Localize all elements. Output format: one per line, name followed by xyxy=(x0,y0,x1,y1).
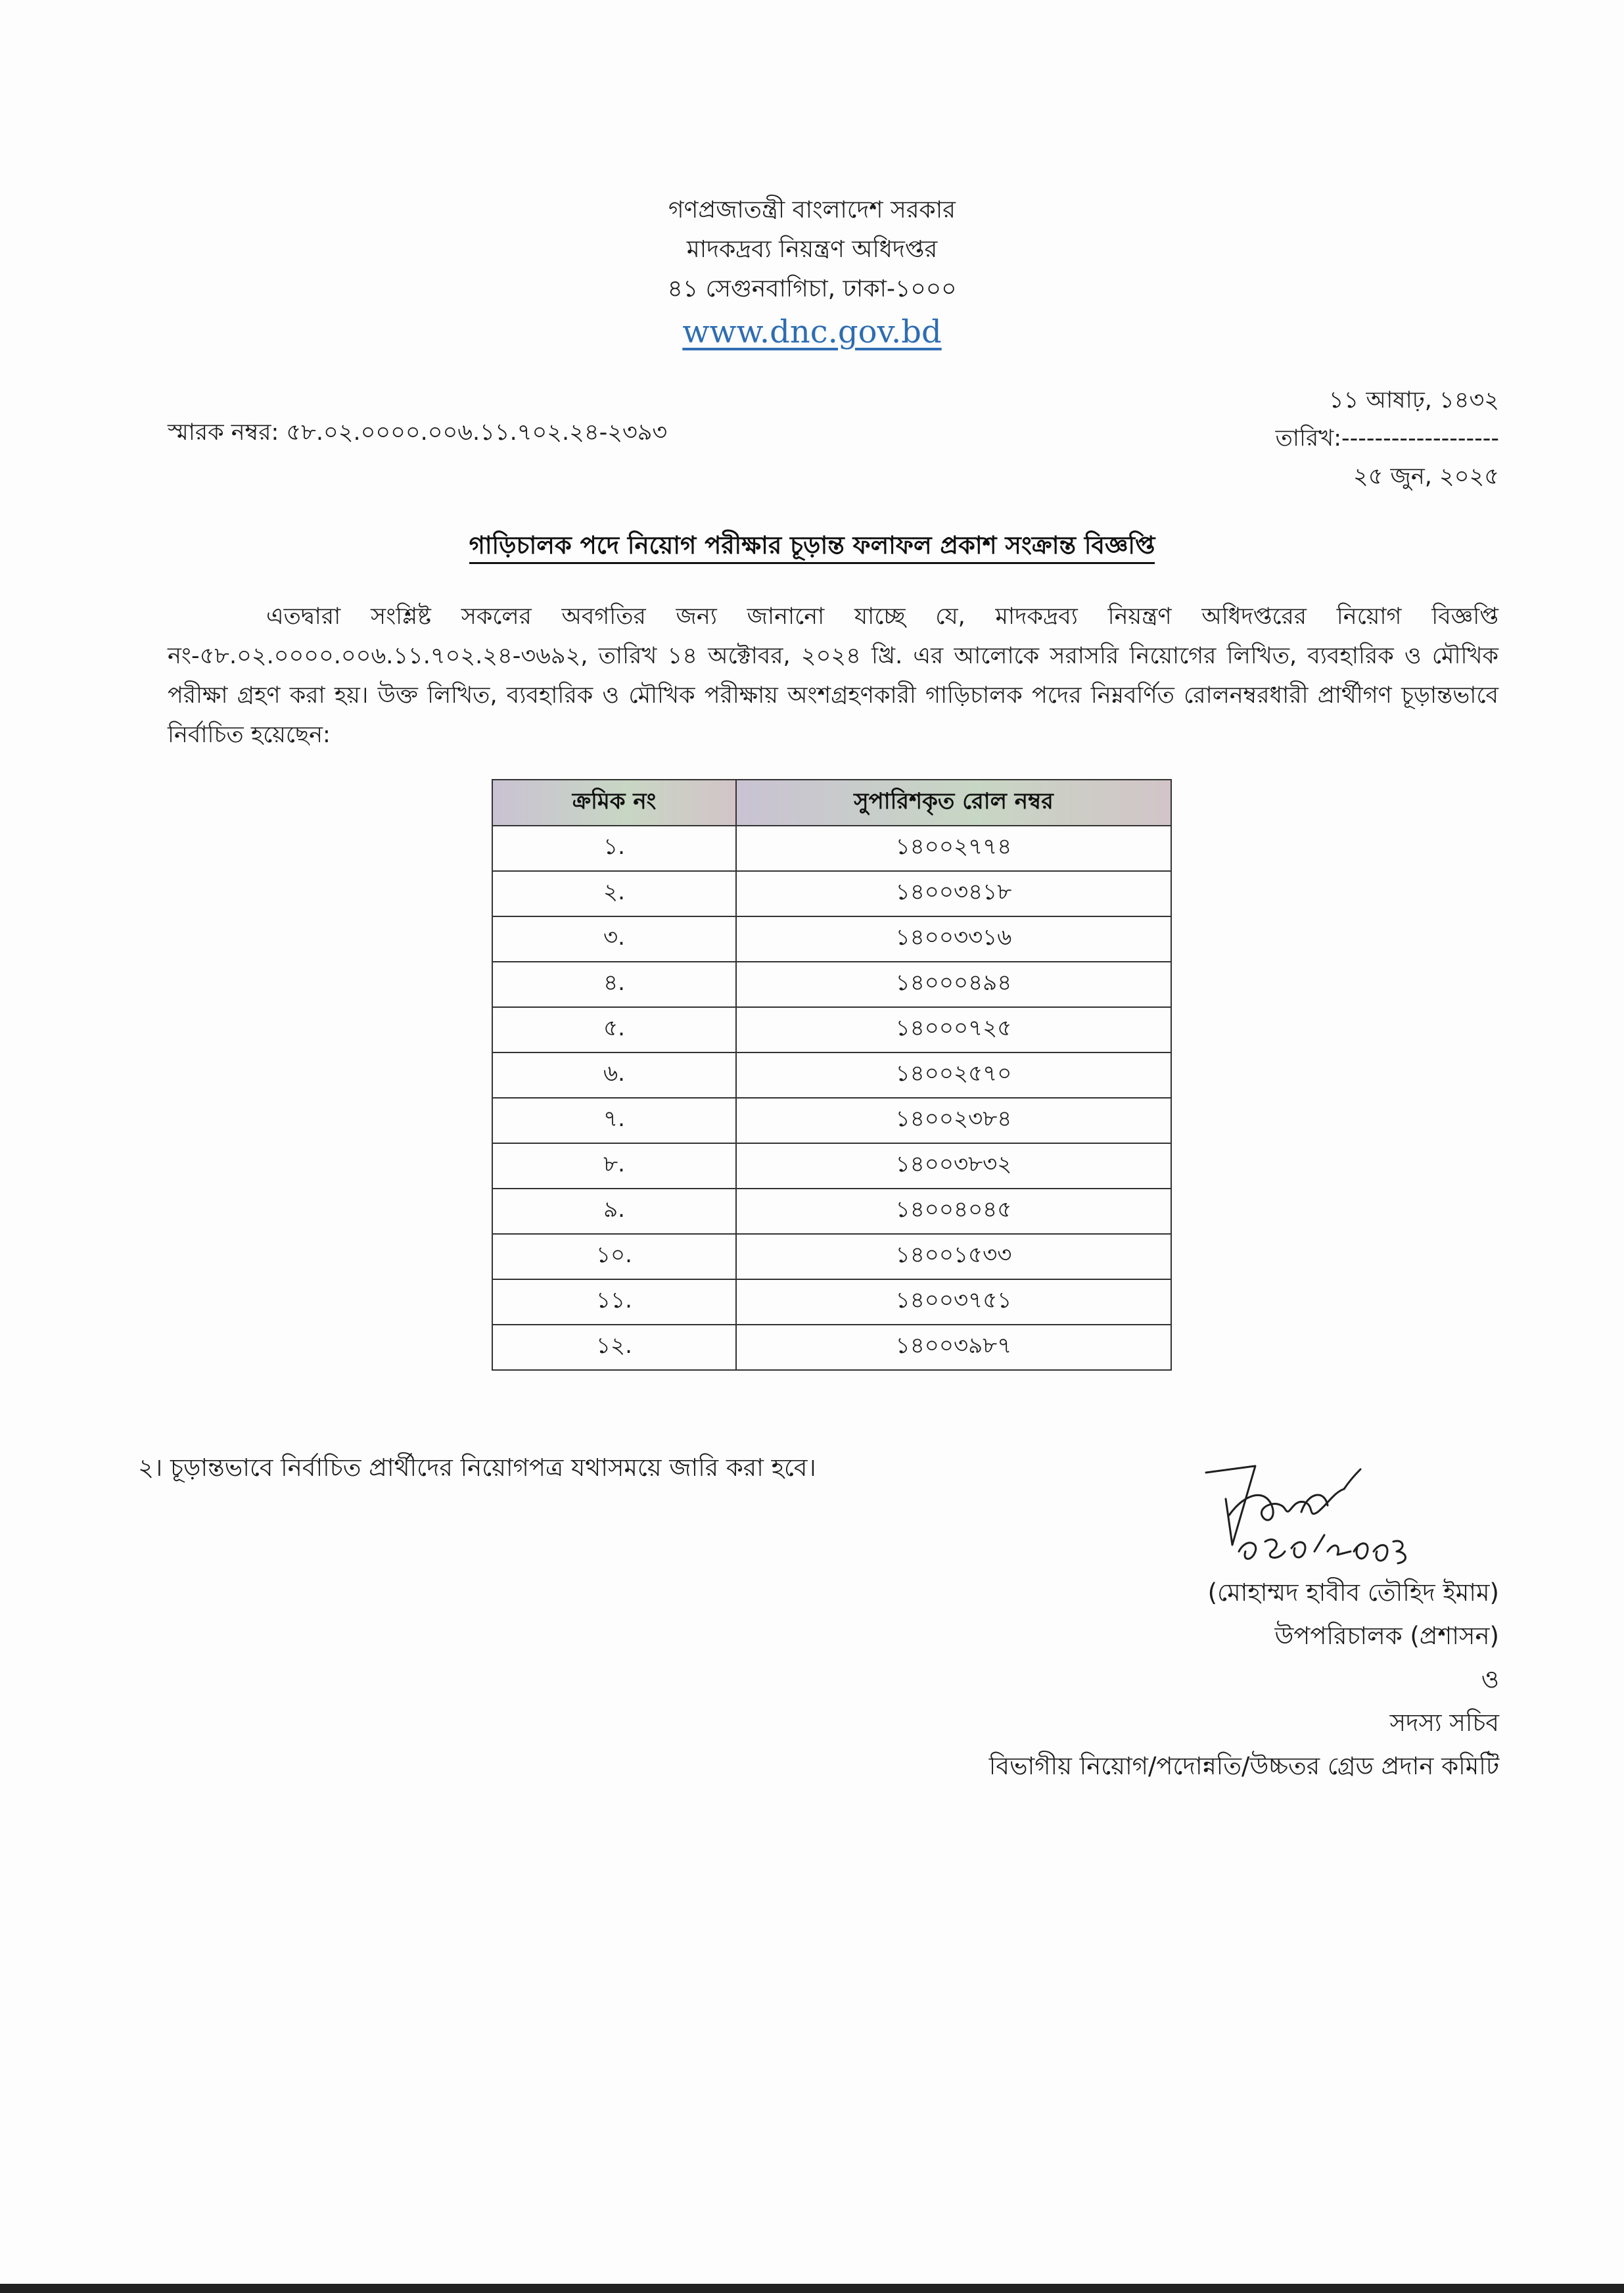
serial-cell: ১০. xyxy=(492,1234,736,1279)
roll-cell: ১৪০০০৪৯৪ xyxy=(736,962,1171,1007)
serial-cell: ৮. xyxy=(492,1143,736,1189)
table-row xyxy=(492,1052,1171,1098)
roll-cell: ১৪০০১৫৩৩ xyxy=(736,1234,1171,1279)
date-gregorian: ২৫ জুন, ২০২৫ xyxy=(1353,463,1499,490)
subject-text: গাড়িচালক পদে নিয়োগ পরীক্ষার চূড়ান্ত ফলাফল প্রকাশ সংক্রান্ত বিজ্ঞপ্তি xyxy=(469,531,1155,564)
signatory-designation: উপপরিচালক (প্রশাসন) xyxy=(1274,1622,1499,1650)
serial-cell: ৪. xyxy=(492,962,736,1007)
roll-cell: ১৪০০২৭৭৪ xyxy=(736,826,1171,871)
roll-cell: ১৪০০২৫৭০ xyxy=(736,1052,1171,1098)
roll-cell: ১৪০০৪০৪৫ xyxy=(736,1189,1171,1234)
signatory-conjunction: ও xyxy=(1481,1665,1499,1693)
memo-number: স্মারক নম্বর: ৫৮.০২.০০০০.০০৬.১১.৭০২.২৪-২৩৯৩ xyxy=(168,419,668,446)
office-address: ৪১ সেগুনবাগিচা, ঢাকা-১০০০ xyxy=(667,275,957,302)
appointment-note: ২। চূড়ান্তভাবে নির্বাচিত প্রার্থীদের নিয়োগপত্র যথাসময়ে জারি করা হবে। xyxy=(138,1454,816,1482)
table-row xyxy=(492,1189,1171,1234)
roll-cell: ১৪০০০৭২৫ xyxy=(736,1007,1171,1052)
table-row xyxy=(492,1325,1171,1370)
header-serial: ক্রমিক নং xyxy=(492,780,736,826)
roll-cell: ১৪০০৩৭৫১ xyxy=(736,1279,1171,1325)
table-row xyxy=(492,871,1171,916)
date-bengali: ১১ আষাঢ়, ১৪৩২ xyxy=(1328,387,1499,414)
notice-subject xyxy=(0,526,1624,567)
roll-cell: ১৪০০২৩৮৪ xyxy=(736,1098,1171,1143)
date-block xyxy=(1276,381,1499,496)
signatory-role: সদস্য সচিব xyxy=(1389,1709,1499,1737)
department-name: মাদকদ্রব্য নিয়ন্ত্রণ অধিদপ্তর xyxy=(686,236,938,263)
roll-cell: ১৪০০৩৪১৮ xyxy=(736,871,1171,916)
serial-cell: ৭. xyxy=(492,1098,736,1143)
serial-cell: ৩. xyxy=(492,916,736,962)
signatory-block xyxy=(989,1571,1499,1788)
serial-cell: ১১. xyxy=(492,1279,736,1325)
table-row xyxy=(492,1143,1171,1189)
serial-cell: ৬. xyxy=(492,1052,736,1098)
scan-edge xyxy=(0,2284,1624,2293)
table-row xyxy=(492,1098,1171,1143)
table-row xyxy=(492,962,1171,1007)
serial-cell: ১. xyxy=(492,826,736,871)
roll-cell: ১৪০০৩৩১৬ xyxy=(736,916,1171,962)
government-name: গণপ্রজাতন্ত্রী বাংলাদেশ সরকার xyxy=(668,197,956,224)
serial-cell: ৫. xyxy=(492,1007,736,1052)
roll-cell: ১৪০০৩৮৩২ xyxy=(736,1143,1171,1189)
notice-body: এতদ্বারা সংশ্লিষ্ট সকলের অবগতির জন্য জানানো যাচ্ছে যে, মাদকদ্রব্য নিয়ন্ত্রণ অধিদপ্তরের নিয়োগ বিজ্ঞপ্তি নং-৫৮.০২.০০০০.০০৬.১১.৭০২.২৪-৩৬৯২, তারিখ ১৪ অক্টোবর, ২০২৪ খ্রি. এর আলোকে সরাসরি নিয়োগের লিখিত, ব্যবহারিক ও মৌখিক পরীক্ষা গ্রহণ করা হয়। উক্ত লিখিত, ব্যবহারিক ও মৌখিক পরীক্ষায় অংশগ্রহণকারী গাড়িচালক পদের নিম্নবর্ণিত রোলনম্বরধারী প্রার্থীগণ চূড়ান্তভাবে নির্বাচিত হয়েছেন: xyxy=(168,603,1498,748)
website-link[interactable]: www.dnc.gov.bd xyxy=(682,314,942,350)
table-row xyxy=(492,826,1171,871)
table-row xyxy=(492,1007,1171,1052)
header-roll: সুপারিশকৃত রোল নম্বর xyxy=(736,780,1171,826)
serial-cell: ৯. xyxy=(492,1189,736,1234)
serial-cell: ১২. xyxy=(492,1325,736,1370)
roll-cell: ১৪০০৩৯৮৭ xyxy=(736,1325,1171,1370)
letterhead xyxy=(0,191,1624,355)
table-header-row xyxy=(492,780,1171,826)
signatory-name: (মোহাম্মদ হাবীব তৌহিদ ইমাম) xyxy=(1207,1578,1499,1607)
serial-cell: ২. xyxy=(492,871,736,916)
results-table xyxy=(492,779,1172,1371)
table-row xyxy=(492,916,1171,962)
signatory-committee: বিভাগীয় নিয়োগ/পদোন্নতি/উচ্চতর গ্রেড প্রদান কমিটি xyxy=(988,1752,1499,1780)
table-row xyxy=(492,1234,1171,1279)
table-row xyxy=(492,1279,1171,1325)
date-label: তারিখ:------------------- xyxy=(1275,425,1499,452)
